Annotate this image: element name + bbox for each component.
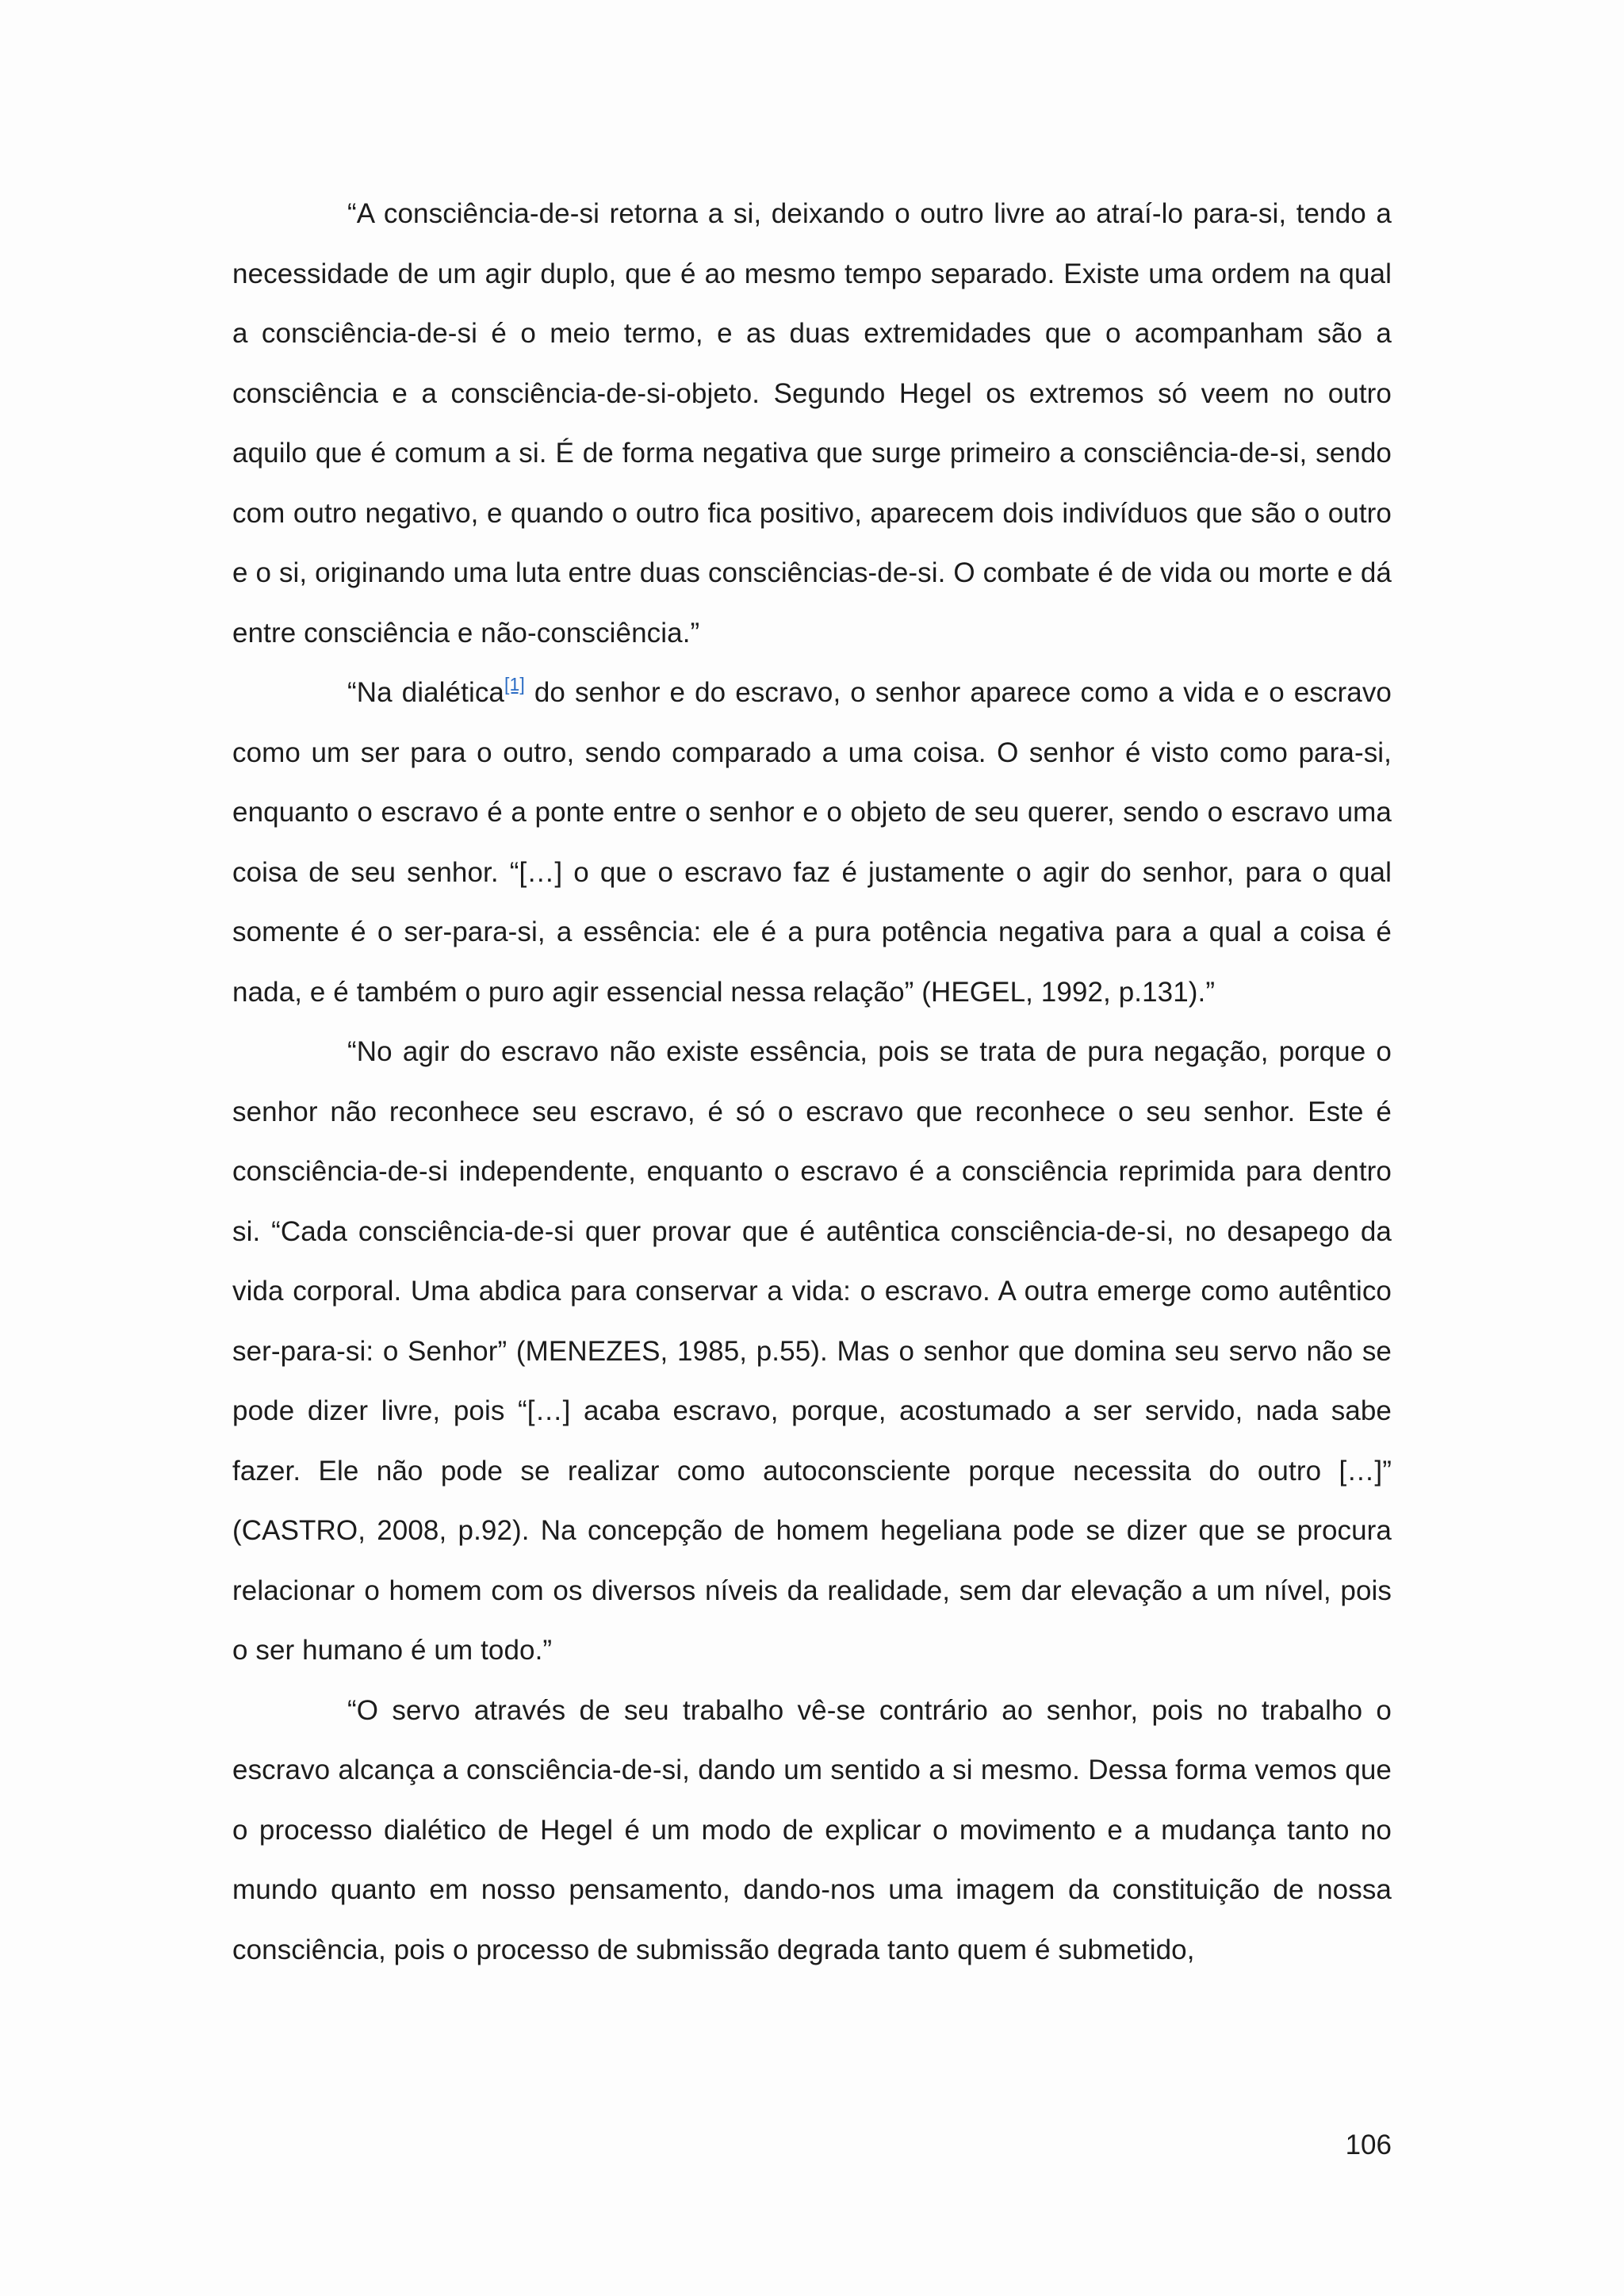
paragraph-2-start: “Na dialética (347, 677, 504, 708)
paragraph-2 (232, 663, 1392, 1022)
paragraph-2-rest: do senhor e do escravo, o senhor aparece como a vida e o escravo como um ser para o outro, sendo comparado a uma coisa. O senhor é visto como para-si, enquanto o escravo é a ponte entre o senhor e o objeto de seu querer, sendo o escravo uma coisa de seu senhor. “[…] o que o escravo faz é justamente o agir do senhor, para o qual somente é o ser-para-si, a essência: ele é a pura potência negativa para a qual a coisa é nada, e é também o puro agir essencial nessa relação” (HEGEL, 1992, p.131).” (232, 677, 1392, 1008)
body-text (232, 184, 1392, 1980)
paragraph-3: “No agir do escravo não existe essência, pois se trata de pura negação, porque o senhor não reconhece seu escravo, é só o escravo que reconhece o seu senhor. Este é consciência-de-si independente, enquanto o escravo é a consciência reprimida para dentro si. “Cada consciência-de-si quer provar que é autêntica consciência-de-si, no desapego da vida corporal. Uma abdica para conservar a vida: o escravo. A outra emerge como autêntico ser-para-si: o Senhor” (MENEZES, 1985, p.55). Mas o senhor que domina seu servo não se pode dizer livre, pois “[…] acaba escravo, porque, acostumado a ser servido, nada sabe fazer. Ele não pode se realizar como autoconsciente porque necessita do outro […]” (CASTRO, 2008, p.92). Na concepção de homem hegeliana pode se dizer que se procura relacionar o homem com os diversos níveis da realidade, sem dar elevação a um nível, pois o ser humano é um todo.” (232, 1036, 1392, 1666)
footnote-link[interactable]: [1] (504, 674, 525, 695)
page-number: 106 (1345, 2130, 1392, 2160)
paragraph-4: “O servo através de seu trabalho vê-se contrário ao senhor, pois no trabalho o escravo alcança a consciência-de-si, dando um sentido a si mesmo. Dessa forma vemos que o processo dialético de Hegel é um modo de explicar o movimento e a mudança tanto no mundo quanto em nosso pensamento, dando-nos uma imagem da constituição de nossa consciência, pois o processo de submissão degrada tanto quem é submetido, (232, 1694, 1392, 1965)
paragraph-1: “A consciência-de-si retorna a si, deixando o outro livre ao atraí-lo para-si, tendo a necessidade de um agir duplo, que é ao mesmo tempo separado. Existe uma ordem na qual a consciência-de-si é o meio termo, e as duas extremidades que o acompanham são a consciência e a consciência-de-si-objeto. Segundo Hegel os extremos só veem no outro aquilo que é comum a si. É de forma negativa que surge primeiro a consciência-de-si, sendo com outro negativo, e quando o outro fica positivo, aparecem dois indivíduos que são o outro e o si, originando uma luta entre duas consciências-de-si. O combate é de vida ou morte e dá entre consciência e não-consciência.” (232, 198, 1392, 649)
